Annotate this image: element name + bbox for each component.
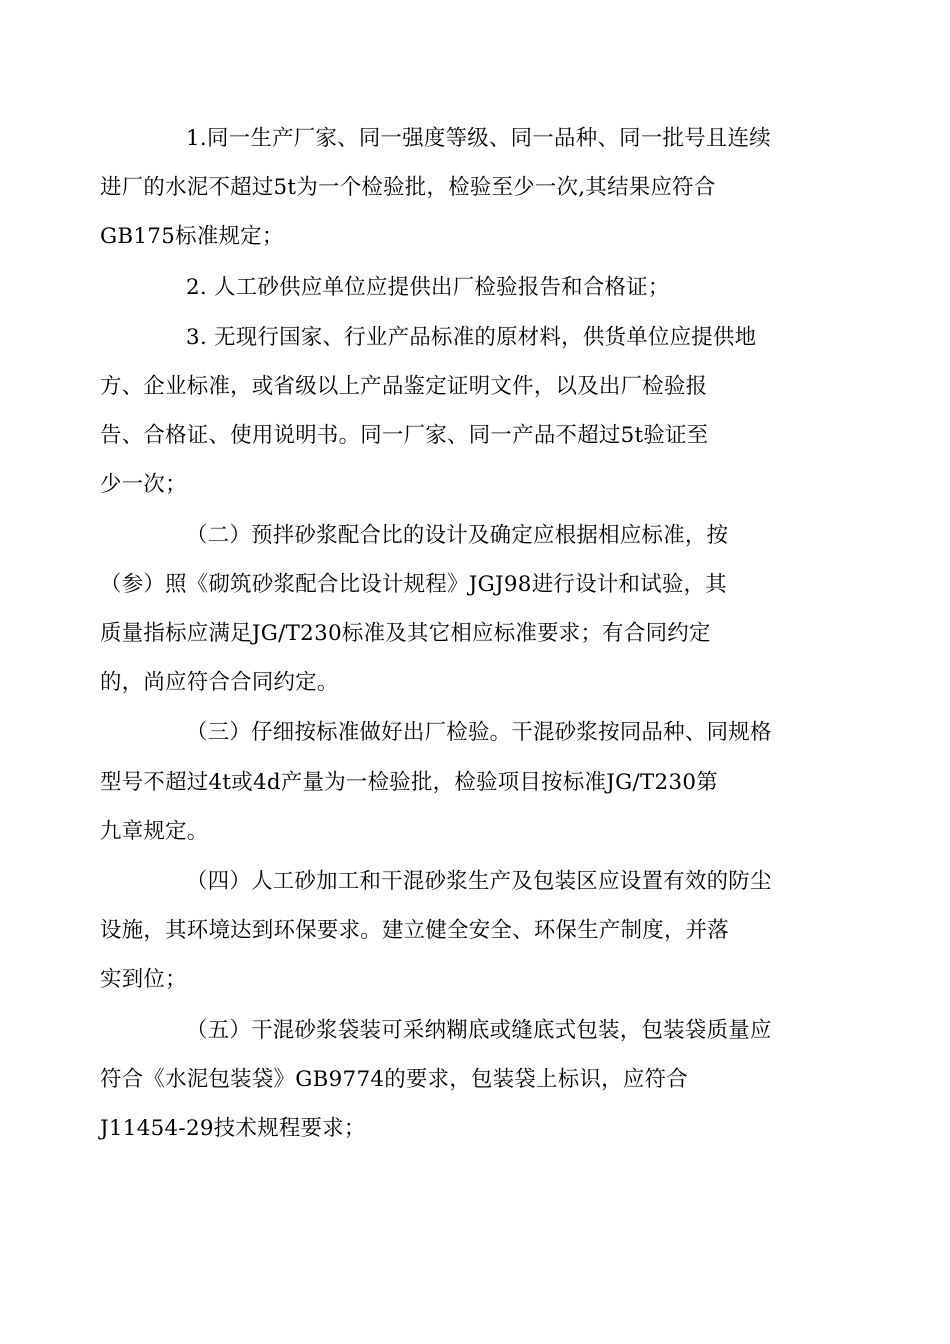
text-line: 告、合格证、使用说明书。同一厂家、同一产品不超过5t验证至 [100,423,709,449]
text-line: 2. 人工砂供应单位应提供出厂检验报告和合格证； [186,274,670,300]
text-line: 的，尚应符合合同约定。 [100,670,339,696]
text-line: 型号不超过4t或4d产量为一检验批，检验项目按标准JG/T230第 [100,769,718,795]
text-line: （四）人工砂加工和干混砂浆生产及包装区应设置有效的防尘 [186,869,772,895]
text-line: GB175标准规定； [100,224,284,250]
paragraph [100,857,831,1005]
text-line: J11454-29技术规程要求； [100,1116,366,1142]
text-line: （五）干混砂浆袋装可采纳糊底或缝底式包装，包装袋质量应 [186,1017,772,1043]
document-body [100,114,831,1154]
text-line: （三）仔细按标准做好出厂检验。干混砂浆按同品种、同规格 [186,720,772,746]
paragraph [100,511,831,708]
text-line: （二）预拌砂浆配合比的设计及确定应根据相应标准，按 [186,522,729,548]
text-line: 实到位； [100,967,187,993]
paragraph [143,263,831,312]
paragraph [100,708,831,856]
text-line: 九章规定。 [100,818,209,844]
text-line: 3. 无现行国家、行业产品标准的原材料，供货单位应提供地 [186,324,757,350]
paragraph [100,313,831,510]
text-line: 质量指标应满足JG/T230标准及其它相应标准要求；有合同约定 [100,621,711,647]
text-line: 进厂的水泥不超过5t为一个检验批，检验至少一次,其结果应符合 [100,175,716,201]
paragraph [100,1006,831,1154]
text-line: （参）照《砌筑砂浆配合比设计规程》JGJ98进行设计和试验，其 [100,571,727,597]
text-line: 1.同一生产厂家、同一强度等级、同一品种、同一批号且连续 [186,126,771,151]
text-line: 设施，其环境达到环保要求。建立健全安全、环保生产制度，并落 [100,918,730,944]
text-line: 符合《水泥包装袋》GB9774的要求，包装袋上标识，应符合 [100,1066,688,1092]
text-line: 少一次； [100,472,187,498]
text-line: 方、企业标准，或省级以上产品鉴定证明文件，以及出厂检验报 [100,374,708,400]
paragraph [100,114,831,262]
